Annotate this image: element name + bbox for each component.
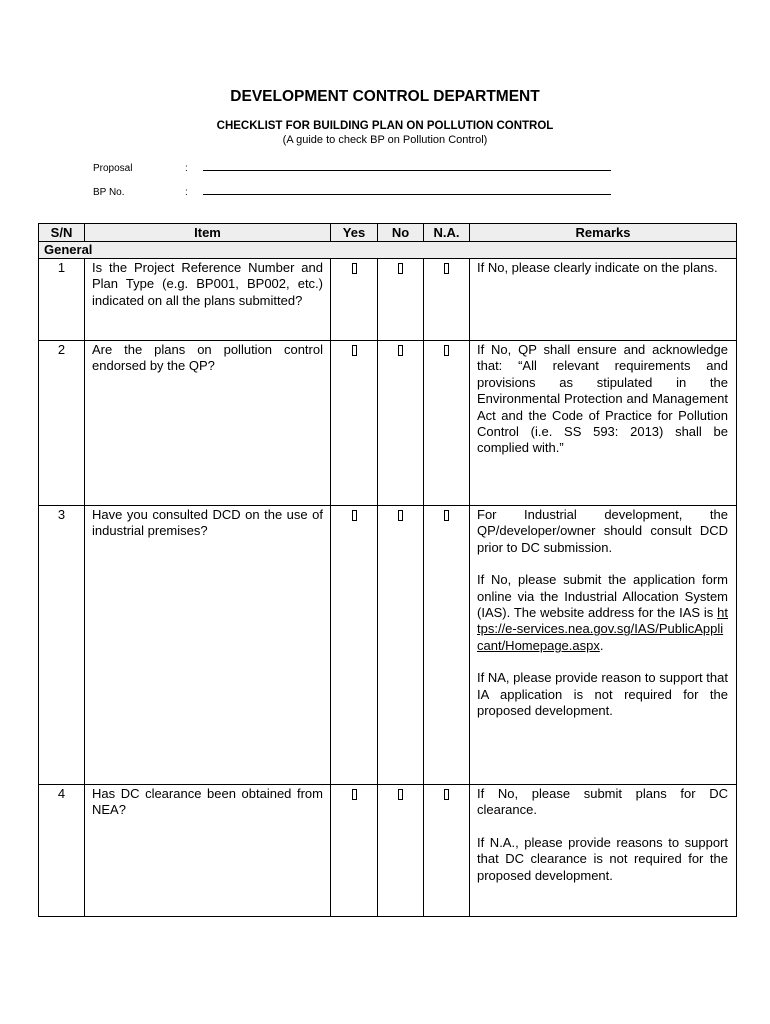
header-yes: Yes: [331, 224, 378, 242]
yes-checkbox[interactable]: [352, 345, 357, 356]
checklist-title: CHECKLIST FOR BUILDING PLAN ON POLLUTION CONTROL: [216, 120, 554, 132]
remark-text: If No, QP shall ensure and acknowledge that: “All relevant requirements and provisions as stipulated in the Environmental Protection and Management Act and the Code of Practice for Pollution Control (i.e. SS 593: 2013) shall be complied with.”: [477, 342, 728, 456]
remark-text: For Industrial development, the QP/developer/owner should consult DCD prior to DC submission.: [477, 507, 728, 555]
proposal-label: Proposal: [93, 163, 133, 174]
row-item: Have you consulted DCD on the use of industrial premises?: [85, 506, 331, 785]
header-no: No: [378, 224, 424, 242]
na-checkbox[interactable]: [444, 789, 449, 800]
na-checkbox[interactable]: [444, 263, 449, 274]
table-row: [39, 341, 737, 506]
table-row: [39, 785, 737, 917]
department-title: DEVELOPMENT CONTROL DEPARTMENT: [230, 88, 540, 105]
ias-link[interactable]: https://e-services.nea.gov.sg/IAS/PublicApplicant/Homepage.aspx: [477, 605, 728, 653]
table-row: [39, 506, 737, 785]
proposal-input-line[interactable]: [203, 161, 611, 171]
row-remarks: [470, 785, 737, 917]
section-row: [39, 242, 737, 259]
remark-text-part: If No, please submit the application form online via the Industrial Allocation System (IAS). The website address for the IAS is: [477, 572, 728, 621]
no-checkbox[interactable]: [398, 263, 403, 274]
no-checkbox[interactable]: [398, 345, 403, 356]
header-remarks: Remarks: [470, 224, 737, 242]
header-item: Item: [85, 224, 331, 242]
row-sn: 2: [39, 341, 85, 506]
yes-checkbox[interactable]: [352, 263, 357, 274]
yes-checkbox[interactable]: [352, 789, 357, 800]
row-sn: 3: [39, 506, 85, 785]
proposal-colon: :: [185, 163, 188, 174]
na-checkbox[interactable]: [444, 510, 449, 521]
yes-checkbox[interactable]: [352, 510, 357, 521]
remark-text: If N.A., please provide reasons to support that DC clearance is not required for the proposed development.: [477, 834, 728, 883]
bp-no-field: [93, 185, 611, 198]
remark-text: If NA, please provide reason to support that IA application is not required for the proposed development.: [477, 670, 728, 719]
no-checkbox[interactable]: [398, 789, 403, 800]
bp-no-input-line[interactable]: [203, 185, 611, 195]
bp-no-colon: :: [185, 187, 188, 198]
row-sn: 1: [39, 259, 85, 341]
row-item: Are the plans on pollution control endorsed by the QP?: [85, 341, 331, 506]
na-checkbox[interactable]: [444, 345, 449, 356]
header-na: N.A.: [424, 224, 470, 242]
remark-text: If No, please submit plans for DC clearance.: [477, 786, 728, 818]
header-sn: S/N: [39, 224, 85, 242]
row-remarks: [470, 341, 737, 506]
remark-text: If No, please submit the application form online via the Industrial Allocation System (IAS). The website address for the IAS is https://e-services.nea.gov.sg/IAS/PublicApplicant/Homepage.aspx.: [477, 572, 728, 653]
row-item: Is the Project Reference Number and Plan Type (e.g. BP001, BP002, etc.) indicated on all the plans submitted?: [85, 259, 331, 341]
row-sn: 4: [39, 785, 85, 917]
row-remarks: [470, 506, 737, 785]
row-remarks: [470, 259, 737, 341]
row-item: Has DC clearance been obtained from NEA?: [85, 785, 331, 917]
section-general: General: [39, 242, 737, 259]
table-row: [39, 259, 737, 341]
remark-text: If No, please clearly indicate on the plans.: [477, 260, 718, 275]
table-header-row: [39, 224, 737, 242]
checklist-table: [38, 223, 737, 917]
proposal-field: [93, 161, 611, 174]
no-checkbox[interactable]: [398, 510, 403, 521]
checklist-guide: (A guide to check BP on Pollution Control): [282, 134, 488, 146]
bp-no-label: BP No.: [93, 187, 125, 198]
